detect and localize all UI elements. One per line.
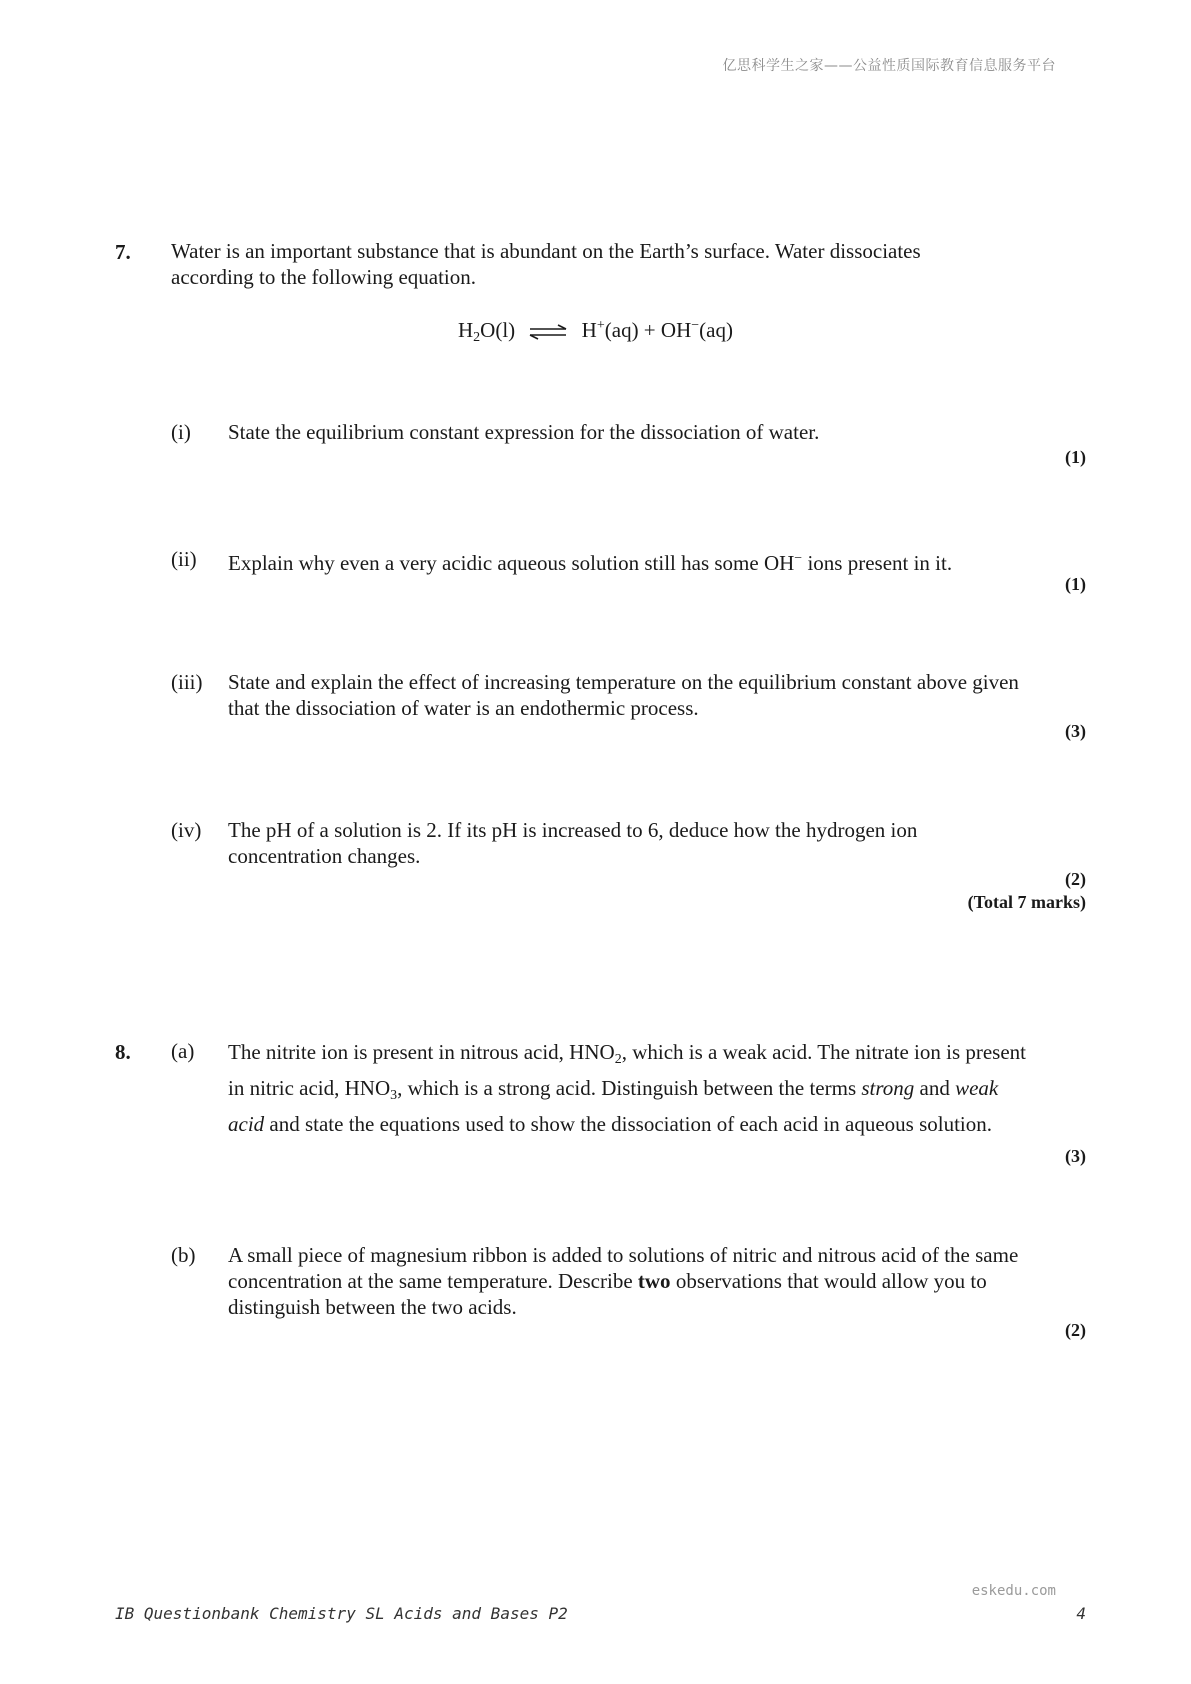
q8a-i1: strong — [861, 1076, 915, 1100]
question-7-number: 7. — [115, 240, 131, 264]
q7-part-ii-text — [228, 546, 1028, 576]
q8a-t2: , which is a weak acid. The nitrate ion is present in nitric acid, HNO — [228, 1040, 1027, 1100]
footer-watermark: eskedu.com — [971, 1583, 1056, 1599]
q7-part-ii-sup: − — [794, 551, 803, 566]
q7-part-ii-text-a: Explain why even a very acidic aqueous solution still has some OH — [228, 551, 795, 575]
eq-right-oh-rest: (aq) — [699, 318, 733, 342]
site-header: 亿思科学生之家——公益性质国际教育信息服务平台 — [722, 58, 1056, 74]
q7-part-iii-text: State and explain the effect of increasing temperature on the equilibrium constant above given that the dissociation of water is an endothermic process. — [228, 670, 1019, 720]
eq-right-h: H — [581, 318, 597, 342]
q8-part-b-marks: (2) — [1065, 1320, 1086, 1340]
eq-right-h-sup: + — [596, 318, 605, 333]
q8a-i2: weak acid — [228, 1076, 999, 1136]
q8-part-b-text — [228, 1242, 1028, 1320]
q7-part-ii-label: (ii) — [171, 547, 197, 571]
q7-part-i-label: (i) — [171, 420, 191, 444]
q7-part-iii-marks: (3) — [1065, 721, 1086, 741]
footer-document-title: IB Questionbank Chemistry SL Acids and Bases P2 — [115, 1604, 568, 1623]
q7-part-i-marks: (1) — [1065, 447, 1086, 467]
eq-left-sub: 2 — [473, 330, 481, 345]
q8-part-a-text — [228, 1038, 1028, 1138]
footer-page-number: 4 — [1076, 1604, 1086, 1623]
q7-part-iv-marks: (2) — [1065, 869, 1086, 889]
q8a-t4: and — [914, 1076, 956, 1100]
q8-part-a-label: (a) — [171, 1039, 195, 1063]
question-7-intro: Water is an important substance that is abundant on the Earth’s surface. Water dissociates according to the following equation. — [171, 239, 921, 289]
eq-right-h-rest: (aq) + OH — [604, 318, 692, 342]
q8b-t1: A small piece of magnesium ribbon is added to solutions of nitric and nitrous acid of the same concentration at the same temperature. Describe — [228, 1243, 1019, 1293]
q7-total-marks: (Total 7 marks) — [967, 892, 1086, 912]
q8-part-b-label: (b) — [171, 1243, 196, 1267]
q8a-s1: 2 — [614, 1052, 622, 1067]
q7-part-i-text: State the equilibrium constant expression for the dissociation of water. — [228, 420, 820, 444]
q8-part-a-marks: (3) — [1065, 1146, 1086, 1166]
equilibrium-arrow-icon — [528, 324, 568, 340]
water-dissociation-equation — [458, 318, 733, 346]
q7-part-iv-text: The pH of a solution is 2. If its pH is increased to 6, deduce how the hydrogen ion concentration changes. — [228, 818, 918, 868]
q8b-t2: observations that would allow you to distinguish between the two acids. — [228, 1269, 987, 1319]
q7-part-iii-label: (iii) — [171, 670, 203, 694]
q8a-s2: 3 — [390, 1088, 398, 1103]
question-8-number: 8. — [115, 1040, 131, 1064]
q8b-b1: two — [637, 1269, 671, 1293]
q8a-t3: , which is a strong acid. Distinguish between the terms — [397, 1076, 862, 1100]
eq-left-h: H — [458, 318, 474, 342]
q7-part-ii-marks: (1) — [1065, 574, 1086, 594]
q8a-t5: and state the equations used to show the dissociation of each acid in aqueous solution. — [264, 1112, 992, 1136]
eq-left-rest: O(l) — [480, 318, 516, 342]
q8a-t1: The nitrite ion is present in nitrous acid, HNO — [228, 1040, 615, 1064]
q7-part-ii-text-b: ions present in it. — [802, 551, 953, 575]
q7-part-iv-label: (iv) — [171, 818, 202, 842]
eq-right-oh-sup: − — [691, 318, 700, 333]
